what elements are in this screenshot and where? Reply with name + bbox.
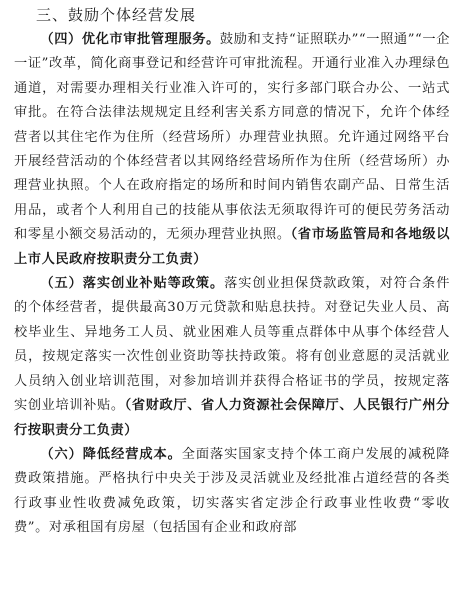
responsibility-note: （省财政厅、省人力资源社会保障厅、人民银行广州分行按职责分工负责） (14, 398, 450, 438)
paragraph-title: （五）落实创业补贴等政策。 (40, 276, 225, 292)
section-heading: 三、鼓励个体经营发展 (36, 6, 197, 24)
paragraph-startup-subsidy (14, 272, 450, 443)
paragraph-title: （四）优化市审批管理服务。 (40, 32, 220, 47)
paragraph-body: 全面落实国家支持个体工商户发展的减税降费政策措施。严格执行中央关于涉及灵活就业及经批准占道经营的各类行政事业性收费减免政策，切实落实省定涉企行政事业性收费“零收费”。对承租国有房屋（包括国有企业和政府部 (14, 446, 451, 536)
paragraph-body: 鼓励和支持“证照联办”“一照通”“一企一证”改革，简化商事登记和经营许可审批流程。开通行业准入办理绿色通道，对需要办理相关行业准入许可的，实行多部门联合办公、一站式审批。在符合法律法规规定且经利害关系方同意的情况下，允许个体经营者以其住宅作为住所（经营场所）办理营业执照。允许通过网络平台开展经营活动的个体经营者以其网络经营场所作为住所（经营场所）办理营业执照。个人在政府指定的场所和时间内销售农副产品、日常生活用品，或者个人利用自己的技能从事依法无须取得许可的便民劳务活动和零星小额交易活动的，无须办理营业执照。 (14, 32, 450, 243)
document-page (14, 4, 450, 541)
paragraph-reduce-costs (14, 443, 450, 541)
responsibility-note: （省市场监管局和各地级以上市人民政府按职责分工负责） (14, 227, 450, 267)
paragraph-approval-services (14, 28, 450, 272)
paragraph-body: 落实创业担保贷款政策，对符合条件的个体经营者，提供最高30万元贷款和贴息扶持。对登记失业人员、高校毕业生、异地务工人员、就业困难人员等重点群体中从事个体经营人员，按规定落实一次性创业资助等扶持政策。将有创业意愿的灵活就业人员纳入创业培训范围，对参加培训并获得合格证书的学员，按规定落实创业培训补贴。 (14, 276, 450, 414)
paragraph-title: （六）降低经营成本。 (40, 446, 182, 462)
